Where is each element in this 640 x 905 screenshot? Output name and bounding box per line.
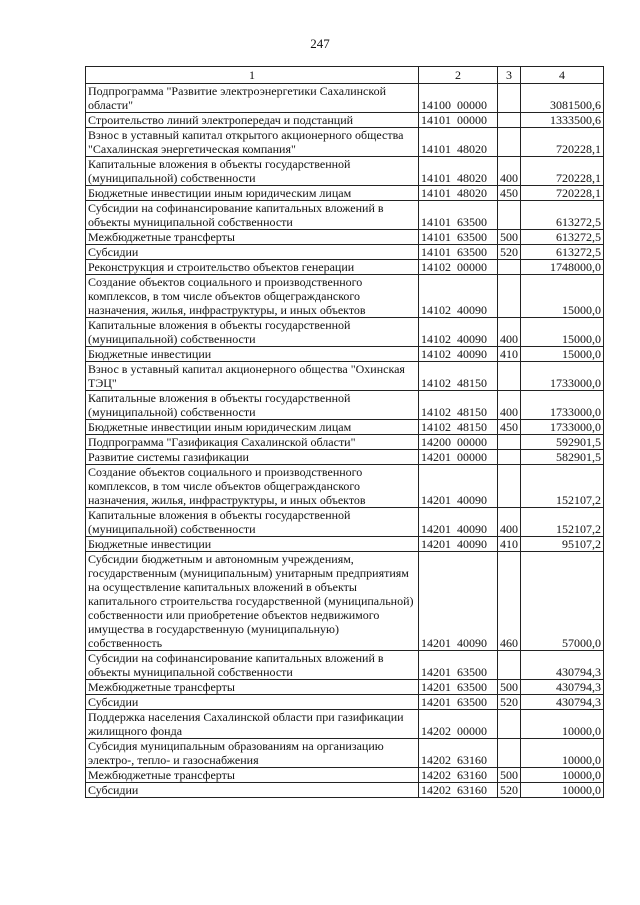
table-row [86,552,604,651]
row-name-cell: Реконструкция и строительство объектов генерации [86,260,419,275]
row-name-cell: Взнос в уставный капитал открытого акционерного общества "Сахалинская энергетическая компания" [86,128,419,157]
row-code-cell: 14201 40090 [419,508,498,537]
row-type-cell [498,128,521,157]
row-name-cell: Подпрограмма "Развитие электроэнергетики Сахалинской области" [86,84,419,113]
row-sum-cell: 1733000,0 [521,362,604,391]
table-row [86,260,604,275]
row-code-cell: 14102 40090 [419,318,498,347]
row-type-cell [498,450,521,465]
row-name-cell: Бюджетные инвестиции иным юридическим лицам [86,420,419,435]
table-row [86,201,604,230]
table-row [86,537,604,552]
row-type-cell [498,260,521,275]
row-sum-cell: 1333500,6 [521,113,604,128]
row-sum-cell: 10000,0 [521,768,604,783]
row-sum-cell: 15000,0 [521,275,604,318]
table-row [86,391,604,420]
row-name-cell: Строительство линий электропередач и подстанций [86,113,419,128]
table-row [86,739,604,768]
row-sum-cell: 430794,3 [521,651,604,680]
row-name-cell: Бюджетные инвестиции [86,537,419,552]
row-code-cell: 14201 63500 [419,680,498,695]
row-code-cell: 14201 40090 [419,537,498,552]
row-code-cell: 14202 63160 [419,768,498,783]
row-name-cell: Капитальные вложения в объекты государственной (муниципальной) собственности [86,508,419,537]
row-name-cell: Субсидии [86,245,419,260]
row-code-cell: 14102 40090 [419,275,498,318]
row-sum-cell: 592901,5 [521,435,604,450]
table-row [86,128,604,157]
row-type-cell: 400 [498,508,521,537]
row-sum-cell: 720228,1 [521,128,604,157]
row-code-cell: 14101 63500 [419,201,498,230]
row-name-cell: Субсидии на софинансирование капитальных вложений в объекты муниципальной собственности [86,201,419,230]
row-code-cell: 14201 63500 [419,651,498,680]
row-code-cell: 14202 63160 [419,739,498,768]
row-name-cell: Поддержка населения Сахалинской области при газификации жилищного фонда [86,710,419,739]
row-sum-cell: 15000,0 [521,347,604,362]
row-type-cell: 450 [498,420,521,435]
row-name-cell: Развитие системы газификации [86,450,419,465]
table-row [86,84,604,113]
row-code-cell: 14101 63500 [419,245,498,260]
row-sum-cell: 152107,2 [521,465,604,508]
table-row [86,186,604,201]
row-sum-cell: 1733000,0 [521,391,604,420]
row-name-cell: Бюджетные инвестиции [86,347,419,362]
budget-table [85,66,604,798]
row-code-cell: 14101 48020 [419,157,498,186]
table-row [86,113,604,128]
row-type-cell [498,201,521,230]
row-type-cell [498,113,521,128]
row-code-cell: 14102 40090 [419,347,498,362]
row-name-cell: Подпрограмма "Газификация Сахалинской области" [86,435,419,450]
row-sum-cell: 613272,5 [521,201,604,230]
row-type-cell [498,739,521,768]
table-row [86,230,604,245]
row-name-cell: Субсидии бюджетным и автономным учреждениям, государственным (муниципальным) унитарным предприятиям на осуществление капитальных вложений в объекты капитального строительства государственной (муниципальной) собственности или приобретение объектов недвижимого имущества в государственную (муниципальную) собственность [86,552,419,651]
table-row [86,245,604,260]
row-code-cell: 14201 63500 [419,695,498,710]
row-sum-cell: 720228,1 [521,186,604,201]
row-sum-cell: 582901,5 [521,450,604,465]
header-col-4: 4 [521,67,604,84]
row-code-cell: 14200 00000 [419,435,498,450]
row-name-cell: Капитальные вложения в объекты государственной (муниципальной) собственности [86,391,419,420]
table-row [86,710,604,739]
row-sum-cell: 10000,0 [521,739,604,768]
row-type-cell: 400 [498,157,521,186]
row-type-cell: 500 [498,680,521,695]
row-sum-cell: 95107,2 [521,537,604,552]
table-row [86,275,604,318]
row-code-cell: 14100 00000 [419,84,498,113]
table-row [86,680,604,695]
table-row [86,508,604,537]
row-type-cell: 450 [498,186,521,201]
table-row [86,695,604,710]
row-type-cell: 410 [498,537,521,552]
row-type-cell [498,465,521,508]
row-type-cell: 400 [498,391,521,420]
row-sum-cell: 10000,0 [521,710,604,739]
row-name-cell: Субсидии на софинансирование капитальных вложений в объекты муниципальной собственности [86,651,419,680]
table-body [86,84,604,798]
row-sum-cell: 152107,2 [521,508,604,537]
row-type-cell [498,362,521,391]
table-row [86,651,604,680]
row-type-cell [498,435,521,450]
row-type-cell: 460 [498,552,521,651]
page-number: 247 [310,36,330,51]
row-name-cell: Бюджетные инвестиции иным юридическим лицам [86,186,419,201]
row-type-cell [498,651,521,680]
row-name-cell: Межбюджетные трансферты [86,230,419,245]
row-code-cell: 14201 40090 [419,552,498,651]
row-type-cell: 520 [498,245,521,260]
row-sum-cell: 720228,1 [521,157,604,186]
row-type-cell [498,710,521,739]
row-name-cell: Взнос в уставный капитал акционерного общества "Охинская ТЭЦ" [86,362,419,391]
row-code-cell: 14202 63160 [419,783,498,798]
row-sum-cell: 15000,0 [521,318,604,347]
row-code-cell: 14101 63500 [419,230,498,245]
table-header-row [86,67,604,84]
table-row [86,362,604,391]
row-code-cell: 14201 40090 [419,465,498,508]
row-code-cell: 14102 48150 [419,420,498,435]
table-row [86,783,604,798]
row-code-cell: 14201 00000 [419,450,498,465]
table-row [86,420,604,435]
row-sum-cell: 430794,3 [521,695,604,710]
row-name-cell: Создание объектов социального и производственного комплексов, в том числе объектов общегражданского назначения, жилья, инфраструктуры, и иных объектов [86,275,419,318]
row-type-cell: 410 [498,347,521,362]
table-row [86,157,604,186]
row-name-cell: Субсидии [86,695,419,710]
row-name-cell: Капитальные вложения в объекты государственной (муниципальной) собственности [86,157,419,186]
row-type-cell: 500 [498,230,521,245]
row-sum-cell: 3081500,6 [521,84,604,113]
row-code-cell: 14102 00000 [419,260,498,275]
row-sum-cell: 430794,3 [521,680,604,695]
header-col-1: 1 [86,67,419,84]
row-name-cell: Субсидия муниципальным образованиям на организацию электро-, тепло- и газоснабжения [86,739,419,768]
header-col-3: 3 [498,67,521,84]
header-col-2: 2 [419,67,498,84]
table-row [86,318,604,347]
row-name-cell: Межбюджетные трансферты [86,768,419,783]
table-row [86,465,604,508]
row-sum-cell: 613272,5 [521,230,604,245]
row-type-cell: 500 [498,768,521,783]
row-sum-cell: 10000,0 [521,783,604,798]
row-sum-cell: 613272,5 [521,245,604,260]
table-row [86,450,604,465]
row-type-cell [498,84,521,113]
table-row [86,435,604,450]
row-code-cell: 14102 48150 [419,391,498,420]
table-row [86,768,604,783]
row-type-cell: 520 [498,695,521,710]
row-type-cell [498,275,521,318]
row-sum-cell: 57000,0 [521,552,604,651]
row-name-cell: Капитальные вложения в объекты государственной (муниципальной) собственности [86,318,419,347]
row-code-cell: 14202 00000 [419,710,498,739]
row-type-cell: 520 [498,783,521,798]
row-type-cell: 400 [498,318,521,347]
row-name-cell: Субсидии [86,783,419,798]
row-sum-cell: 1748000,0 [521,260,604,275]
row-name-cell: Создание объектов социального и производственного комплексов, в том числе объектов общегражданского назначения, жилья, инфраструктуры, и иных объектов [86,465,419,508]
row-code-cell: 14101 48020 [419,128,498,157]
row-code-cell: 14101 00000 [419,113,498,128]
row-sum-cell: 1733000,0 [521,420,604,435]
table-row [86,347,604,362]
row-code-cell: 14101 48020 [419,186,498,201]
row-code-cell: 14102 48150 [419,362,498,391]
row-name-cell: Межбюджетные трансферты [86,680,419,695]
